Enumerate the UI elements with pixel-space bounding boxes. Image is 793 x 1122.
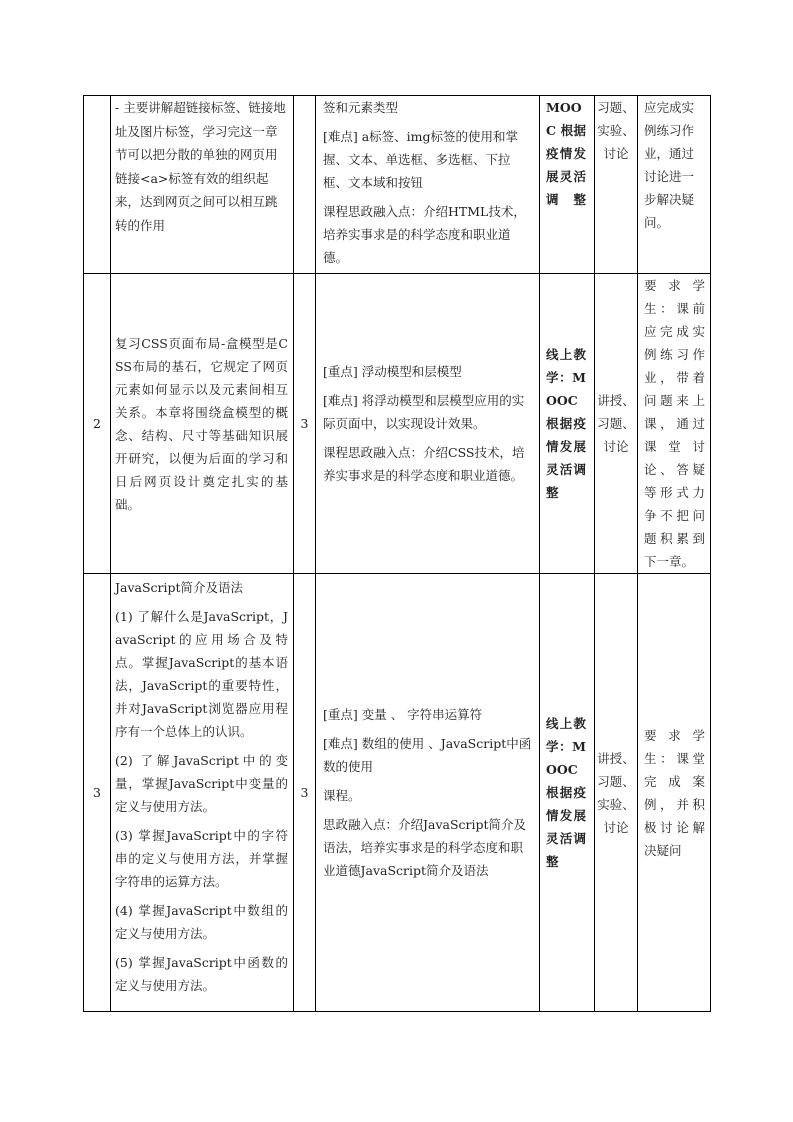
key-point: 课程思政融入点：介绍CSS技术，培养实事求是的科学态度和职业道德。 [323,445,525,483]
content-paragraph: 复习CSS页面布局-盒模型是CSS布局的基石，它规定了网页元素如何显示以及元素间相互关系。本章将围绕盒模型的概念、结构、尺寸等基础知识展开研究，以便为后面的学习和日后网页设计奠定扎实的基础。 [115,335,288,512]
syllabus-table [83,95,711,1012]
requirement-cell: 应完成实例练习作业，通过讨论进一步解决疑问。 [638,96,711,274]
key-points-cell [316,274,540,574]
content-paragraph: (5) 掌握JavaScript中函数的定义与使用方法。 [115,955,288,993]
key-points-cell [316,96,540,274]
key-point: 课程思政融入点：介绍HTML技术，培养实事求是的科学态度和职业道德。 [323,204,526,265]
content-paragraph: (2) 了解JavaScript中的变量，掌握JavaScript中变量的定义与使用方法。 [115,753,288,814]
content-cell [111,96,294,274]
table-row [84,274,711,574]
key-point: [重点] 浮动模型和层模型 [323,364,462,379]
content-paragraph: - 主要讲解超链接标签、链接地址及图片标签，学习完这一章节可以把分散的单独的网页用链接<a>标签有效的组织起来，达到网页之间可以相互跳转的作用 [115,100,286,233]
key-point: [难点] 将浮动模型和层模型应用的实际页面中，以实现设计效果。 [323,393,525,431]
key-point: [重点] 变量 、 字符串运算符 [323,707,483,722]
teaching-method-cell: 习题、实验、讨论 [595,96,638,274]
teaching-mode-cell: 线上教学：MOOC 根据疫情发展灵活调整 [540,274,595,574]
content-cell [111,574,294,1012]
key-point: 思政融入点：介绍JavaScript简介及语法，培养实事求是的科学态度和职业道德JavaScript简介及语法 [323,817,527,878]
teaching-mode-cell: 线上教学：MOOC 根据疫情发展灵活调整 [540,574,595,1012]
teaching-method-cell: 讲授、习题、实验、讨论 [595,574,638,1012]
content-cell [111,274,294,574]
requirement-cell: 要求学生：课堂完成案例，并积极讨论解决疑问 [638,574,711,1012]
row-number: 2 [84,274,111,574]
key-point: [难点] a标签、img标签的使用和掌握、文本、单选框、多选框、下拉框、文本域和按钮 [323,129,519,190]
content-paragraph: (4) 掌握JavaScript中数组的定义与使用方法。 [115,903,288,941]
teaching-mode-cell: MOOC 根据疫情发展灵活调整 [540,96,595,274]
key-points-cell [316,574,540,1012]
content-paragraph: (1) 了解什么是JavaScript，JavaScript的应用场合及特点。掌握JavaScript的基本语法，JavaScript的重要特性，并对JavaScript浏览器应用程序有一个总体上的认识。 [115,609,288,739]
key-point: 签和元素类型 [323,100,399,115]
key-point: 课程。 [323,788,361,803]
content-paragraph: (3) 掌握JavaScript中的字符串的定义与使用方法，并掌握字符串的运算方法。 [115,828,288,889]
teaching-method-cell: 讲授、习题、讨论 [595,274,638,574]
hours-cell: 3 [294,574,316,1012]
hours-cell: 3 [294,274,316,574]
content-heading: JavaScript简介及语法 [115,580,244,595]
table-row [84,96,711,274]
requirement-cell: 要求学生：课前应完成实例练习作业，带着问题来上课，通过课堂讨论、答疑等形式力争不把问题积累到下一章。 [638,274,711,574]
hours-cell [294,96,316,274]
table-row [84,574,711,1012]
key-point: [难点] 数组的使用 、JavaScript中函数的使用 [323,736,532,774]
row-number: 3 [84,574,111,1012]
row-number [84,96,111,274]
